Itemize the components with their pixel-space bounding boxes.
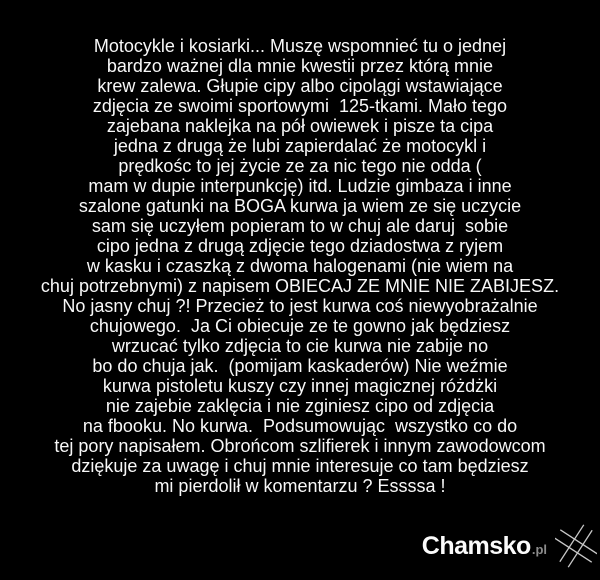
meme-text-line: bo do chuja jak. (pomijam kaskaderów) Nie weźmie [92, 356, 508, 376]
meme-text-line: wrzucać tylko zdjęcia to cie kurwa nie zabije no [111, 336, 489, 356]
meme-text-line: na fbooku. No kurwa. Podsumowując wszystko co do [82, 416, 518, 436]
meme-text-line: bardzo ważnej dla mnie kwestii przez którą mnie [106, 56, 494, 76]
meme-text-line: zajebana naklejka na pół owiewek i pisze ta cipa [106, 116, 494, 136]
brand-name: Chamsko [421, 531, 531, 560]
meme-text-line: No jasny chuj ?! Przecież to jest kurwa coś niewyobrażalnie [62, 296, 538, 316]
meme-text-line: prędkośc to jej życie ze za nic tego nie odda ( [118, 156, 482, 176]
meme-text-line: tej pory napisałem. Obrońcom szlifierek i innym zawodowcom [54, 436, 546, 456]
meme-text-line: nie zajebie zaklęcia i nie zginiesz cipo od zdjęcia [105, 396, 495, 416]
meme-text-line: mi pierdolił w komentarzu ? Essssa ! [154, 476, 446, 496]
meme-text-line: sam się uczyłem popieram to w chuj ale daruj sobie [91, 216, 509, 236]
meme-text-block [0, 36, 600, 496]
meme-text-line: dziękuje za uwagę i chuj mnie interesuje co tam będziesz [71, 456, 529, 476]
meme-text-line: w kasku i czaszką z dwoma halogenami (nie wiem na [86, 256, 514, 276]
tilted-hash-icon [555, 520, 597, 572]
meme-text-line: kurwa pistoletu kuszy czy innej magicznej różdżki [102, 376, 498, 396]
watermark [422, 520, 597, 572]
brand-domain-suffix: .pl [531, 541, 547, 557]
meme-text-line: chujowego. Ja Ci obiecuje ze te gowno jak będziesz [89, 316, 511, 336]
meme-text-line: krew zalewa. Głupie cipy albo cipolągi wstawiające [97, 76, 503, 96]
meme-text-line: jedna z drugą że lubi zapierdalać że motocykl i [113, 136, 487, 156]
meme-text-line: szalone gatunki na BOGA kurwa ja wiem ze się uczycie [78, 196, 522, 216]
meme-text-line: chuj potrzebnymi) z napisem OBIECAJ ZE MNIE NIE ZABIJESZ. [40, 276, 560, 296]
meme-text-line: Motocykle i kosiarki... Muszę wspomnieć tu o jednej [93, 36, 507, 56]
meme-text-line: cipo jedna z drugą zdjęcie tego dziadostwa z ryjem [96, 236, 504, 256]
meme-text-line: mam w dupie interpunkcję) itd. Ludzie gimbaza i inne [88, 176, 512, 196]
brand-logo [422, 532, 547, 561]
meme-text-line: zdjęcia ze swoimi sportowymi 125-tkami. Mało tego [92, 96, 508, 116]
